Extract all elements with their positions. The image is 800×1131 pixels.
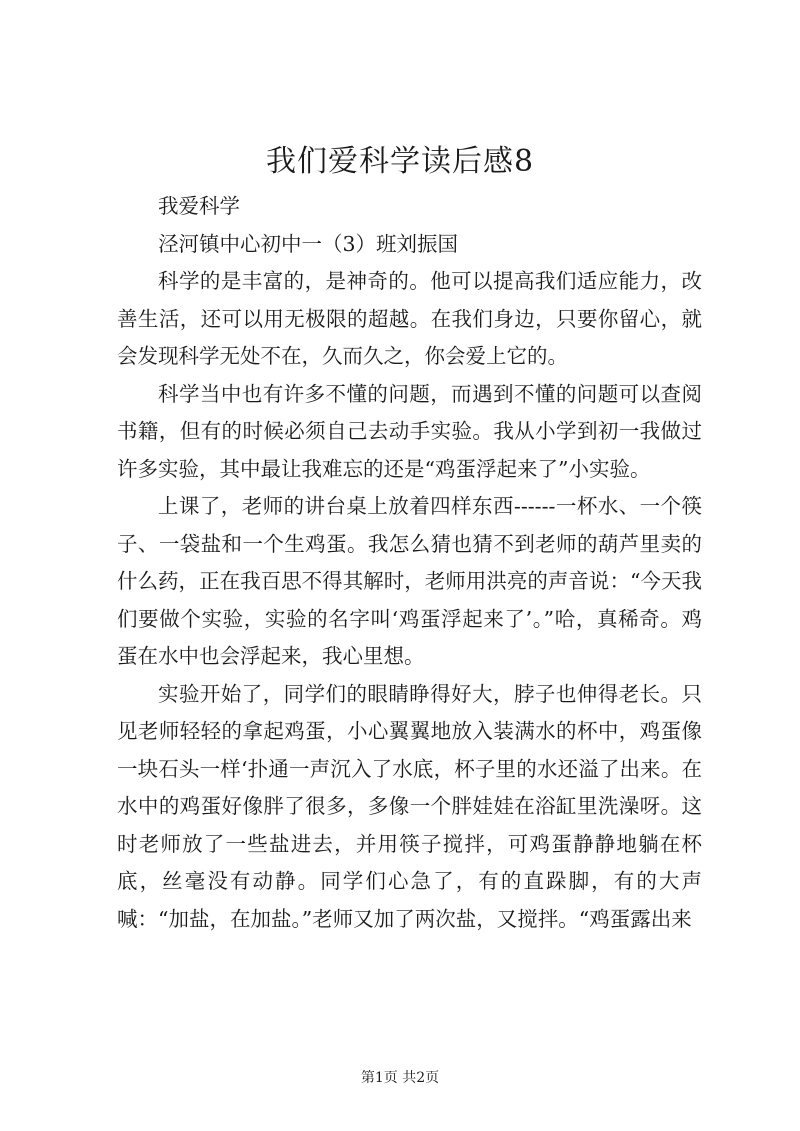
paragraph-subtitle: 我爱科学: [158, 194, 240, 218]
paragraph: 科学的是丰富的，是神奇的。他可以提高我们适应能力，改善生活，还可以用无极限的超越。在我们身边，只要你留心，就会发现科学无处不在，久而久之，你会爱上它的。: [117, 269, 702, 368]
paragraph: 实验开始了，同学们的眼睛睁得好大，脖子也伸得老长。只见老师轻轻的拿起鸡蛋，小心翼翼地放入装满水的杯中，鸡蛋像一块石头一样‘扑通一声沉入了水底，杯子里的水还溢了出来。在水中的鸡蛋好像胖了很多，多像一个胖娃娃在浴缸里洗澡呀。这时老师放了一些盐进去，并用筷子搅拌，可鸡蛋静静地躺在杯底，丝毫没有动静。同学们心急了，有的直跺脚，有的大声喊：“加盐，在加盐。”老师又加了两次盐，又搅拌。“鸡蛋露出来: [117, 681, 702, 931]
document-title: 我们爱科学读后感8: [265, 144, 535, 179]
paragraph: 科学当中也有许多不懂的问题，而遇到不懂的问题可以查阅书籍，但有的时候必须自己去动手实验。我从小学到初一我做过许多实验，其中最让我难忘的还是“鸡蛋浮起来了”小实验。: [117, 381, 702, 481]
paragraph: 上课了，老师的讲台桌上放着四样东西------一杯水、一个筷子、一袋盐和一个生鸡蛋。我怎么猜也猜不到老师的葫芦里卖的什么药，正在我百思不得其解时，老师用洪亮的声音说：“今天我们要做个实验，实验的名字叫‘鸡蛋浮起来了’。”哈，真稀奇。鸡蛋在水中也会浮起来，我心里想。: [117, 494, 702, 668]
document-body: [117, 188, 702, 938]
page-number: 第1页 共2页: [360, 1070, 440, 1086]
paragraph-author: 泾河镇中心初中一（3）班刘振国: [158, 231, 459, 256]
